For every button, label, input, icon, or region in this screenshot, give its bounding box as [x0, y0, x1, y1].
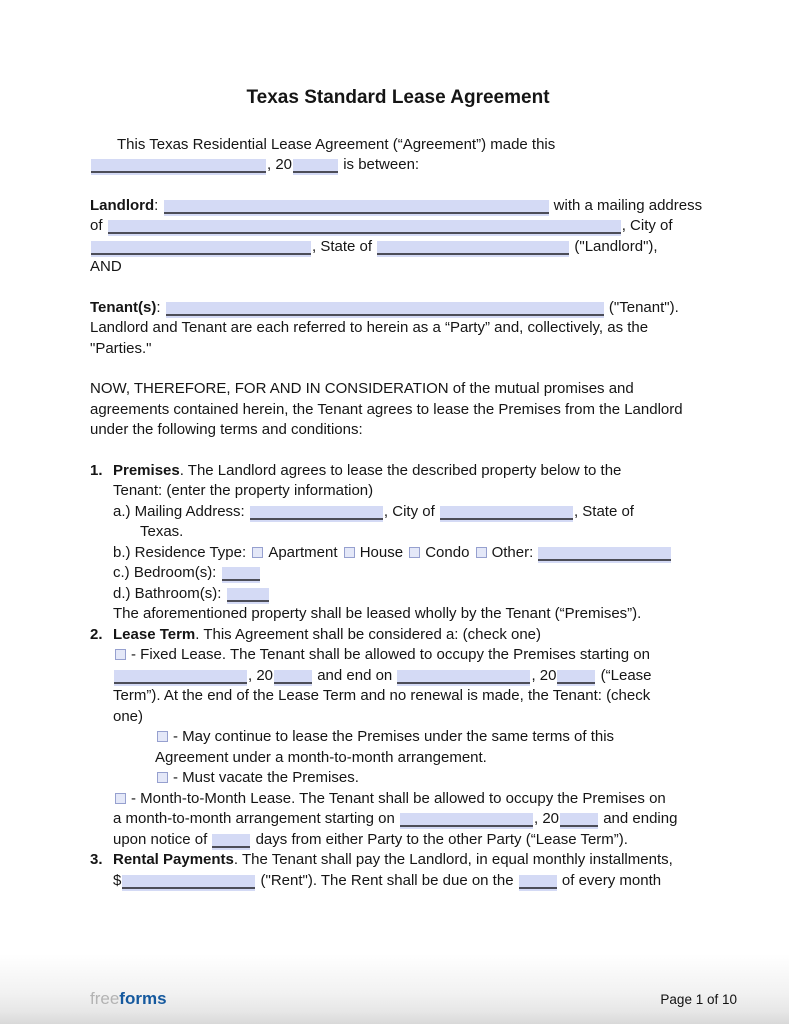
- landlord-city-field[interactable]: [91, 241, 311, 255]
- premises-line-d: [113, 584, 706, 605]
- m2m-line-3: [113, 830, 706, 851]
- m2m-notice-text: upon notice of: [113, 830, 208, 848]
- landlord-label: Landlord: [90, 196, 155, 214]
- fixed-end-on-text: and end on: [313, 666, 393, 684]
- rent-due-day-field[interactable]: [519, 875, 557, 889]
- rent-due-text: ("Rent"). The Rent shall be due on the: [256, 871, 514, 889]
- premises-rest-text: . The Landlord agrees to lease the described property below to the: [179, 461, 622, 479]
- item-1-premises: [90, 461, 706, 625]
- landlord-line-2: [90, 216, 706, 237]
- landlord-paragraph: [90, 196, 706, 278]
- bathrooms-field[interactable]: [227, 588, 269, 602]
- fixed-end-year-label: , 20: [531, 666, 557, 684]
- agreement-year-field[interactable]: [293, 159, 338, 173]
- rent-every-month-text: of every month: [557, 871, 662, 889]
- fixed-start-year-label: , 20: [248, 666, 274, 684]
- house-checkbox[interactable]: [344, 547, 355, 558]
- landlord-address-field[interactable]: [108, 220, 621, 234]
- item-1-number: 1.: [90, 461, 103, 479]
- tenant-line-2: Landlord and Tenant are each referred to herein as a “Party” and, collectively, as the: [90, 319, 649, 336]
- item-3-body: [113, 850, 706, 891]
- condo-label: Condo: [425, 543, 470, 561]
- fixed-lease-paren-text: (“Lease: [596, 666, 652, 684]
- must-vacate-checkbox[interactable]: [157, 772, 168, 783]
- m2m-line-2: [113, 809, 706, 830]
- m2m-line-1: [113, 789, 706, 810]
- may-continue-checkbox[interactable]: [157, 731, 168, 742]
- item-2-lease-term: [90, 625, 706, 851]
- landlord-mailing-text: with a mailing address: [549, 196, 703, 214]
- m2m-year-label: , 20: [534, 810, 560, 827]
- landlord-line-1: [90, 196, 706, 217]
- landlord-state-field[interactable]: [377, 241, 569, 255]
- m2m-and-ending-text: and ending: [599, 810, 678, 827]
- premises-address-field[interactable]: [250, 506, 383, 520]
- m2m-starting-on-text: a month-to-month arrangement starting on: [113, 810, 395, 827]
- tenant-names-field[interactable]: [166, 302, 604, 316]
- tenant-label: Tenant(s): [90, 298, 157, 316]
- tenant-line-3: "Parties.": [90, 339, 152, 357]
- fixed-lease-line-4: one): [113, 707, 144, 725]
- lease-term-line-1: [113, 625, 706, 646]
- house-label: House: [359, 543, 404, 561]
- m2m-start-date-field[interactable]: [400, 813, 533, 827]
- tenant-colon: :: [156, 298, 161, 316]
- landlord-city-of-text: , City of: [621, 217, 673, 234]
- condo-checkbox[interactable]: [409, 547, 420, 558]
- page-number: Page 1 of 10: [660, 991, 737, 1007]
- lease-term-rest-text: . This Agreement shall be considered a: (check one): [195, 625, 542, 643]
- agreement-date-field[interactable]: [91, 159, 266, 173]
- tenant-line-1: [90, 298, 706, 319]
- page-content: [90, 88, 706, 891]
- bedrooms-field[interactable]: [222, 567, 260, 581]
- intro-is-between: is between:: [339, 156, 420, 173]
- fixed-lease-line-3: Term”). At the end of the Lease Term and no renewal is made, the Tenant: (check: [113, 687, 651, 704]
- lease-term-label: Lease Term: [113, 625, 196, 643]
- premises-city-of-text: , City of: [383, 502, 435, 520]
- brand-free-text: free: [90, 988, 120, 1008]
- other-residence-field[interactable]: [538, 547, 671, 561]
- other-checkbox[interactable]: [476, 547, 487, 558]
- m2m-notice-rest-text: days from either Party to the other Party (“Lease Term”).: [251, 830, 628, 848]
- tenant-paragraph: [90, 298, 706, 360]
- landlord-and-text: AND: [90, 258, 122, 275]
- premises-texas-text: Texas.: [140, 523, 184, 540]
- bathrooms-label: d.) Bathroom(s):: [113, 584, 222, 602]
- consideration-paragraph: NOW, THEREFORE, FOR AND IN CONSIDERATION of the mutual promises and agreements contained herein, the Tenant agrees to lease the Premises from the Landlord under the following terms and conditions:: [90, 380, 683, 438]
- fixed-start-date-field[interactable]: [114, 670, 247, 684]
- apartment-checkbox[interactable]: [252, 547, 263, 558]
- intro-line-2: [90, 155, 706, 176]
- dollar-sign: $: [113, 871, 122, 889]
- freeforms-logo[interactable]: [90, 989, 167, 1010]
- other-label: Other:: [491, 543, 534, 561]
- must-vacate-text: - Must vacate the Premises.: [173, 769, 359, 786]
- intro-line-1: This Texas Residential Lease Agreement (“Agreement”) made this: [117, 135, 556, 153]
- m2m-text-1: - Month-to-Month Lease. The Tenant shall be allowed to occupy the Premises on: [131, 789, 666, 807]
- fixed-end-date-field[interactable]: [397, 670, 530, 684]
- may-continue-line-1: [113, 727, 706, 748]
- landlord-line-3: [90, 237, 706, 258]
- rental-payments-line-1: [113, 850, 706, 871]
- intro-paragraph: [90, 135, 706, 176]
- landlord-name-field[interactable]: [164, 200, 549, 214]
- brand-forms-text: forms: [119, 988, 167, 1008]
- landlord-state-of-text: , State of: [312, 237, 373, 255]
- fixed-lease-line-2: [113, 666, 706, 687]
- premises-line-b: [113, 543, 706, 564]
- premises-line-a: [113, 502, 706, 523]
- landlord-paren-text: ("Landlord"),: [570, 237, 658, 255]
- fixed-lease-text-1: - Fixed Lease. The Tenant shall be allowed to occupy the Premises starting on: [131, 646, 650, 663]
- premises-line-2: Tenant: (enter the property information): [113, 482, 374, 499]
- premises-city-field[interactable]: [440, 506, 573, 520]
- landlord-of-text: of: [90, 217, 103, 234]
- tenant-paren-text: ("Tenant").: [604, 298, 679, 316]
- must-vacate-line: [113, 768, 706, 789]
- rental-payments-rest-text: . The Tenant shall pay the Landlord, in equal monthly installments,: [233, 851, 673, 868]
- document-title: Texas Standard Lease Agreement: [246, 87, 550, 108]
- month-to-month-checkbox[interactable]: [115, 793, 126, 804]
- premises-line-c: [113, 563, 706, 584]
- item-3-number: 3.: [90, 851, 103, 868]
- item-2-body: [113, 625, 706, 851]
- premises-closing-text: The aforementioned property shall be leased wholly by the Tenant (“Premises”).: [113, 605, 642, 622]
- fixed-start-year-field[interactable]: [274, 670, 312, 684]
- fixed-lease-checkbox[interactable]: [115, 649, 126, 660]
- rental-payments-label: Rental Payments: [113, 851, 234, 868]
- notice-days-field[interactable]: [212, 834, 250, 848]
- fixed-end-year-field[interactable]: [557, 670, 595, 684]
- fixed-lease-line-1: [113, 645, 706, 666]
- footer: [90, 989, 737, 1011]
- may-continue-line-2: Agreement under a month-to-month arrangement.: [155, 748, 487, 766]
- premises-state-of-text: , State of: [573, 502, 634, 520]
- bedrooms-label: c.) Bedroom(s):: [113, 564, 217, 581]
- may-continue-text-1: - May continue to lease the Premises under the same terms of this: [173, 728, 615, 745]
- item-1-body: [113, 461, 706, 625]
- item-2-number: 2.: [90, 625, 103, 643]
- residence-type-label: b.) Residence Type:: [113, 543, 247, 561]
- premises-label: Premises: [113, 461, 180, 479]
- apartment-label: Apartment: [268, 543, 338, 561]
- premises-line-1: [113, 461, 706, 482]
- rent-amount-field[interactable]: [122, 875, 255, 889]
- intro-comma-20: , 20: [267, 156, 293, 173]
- mailing-address-label: a.) Mailing Address:: [113, 502, 245, 520]
- landlord-colon: :: [154, 196, 159, 214]
- rental-payments-line-2: [113, 871, 706, 892]
- item-3-rental-payments: [90, 850, 706, 891]
- m2m-start-year-field[interactable]: [560, 813, 598, 827]
